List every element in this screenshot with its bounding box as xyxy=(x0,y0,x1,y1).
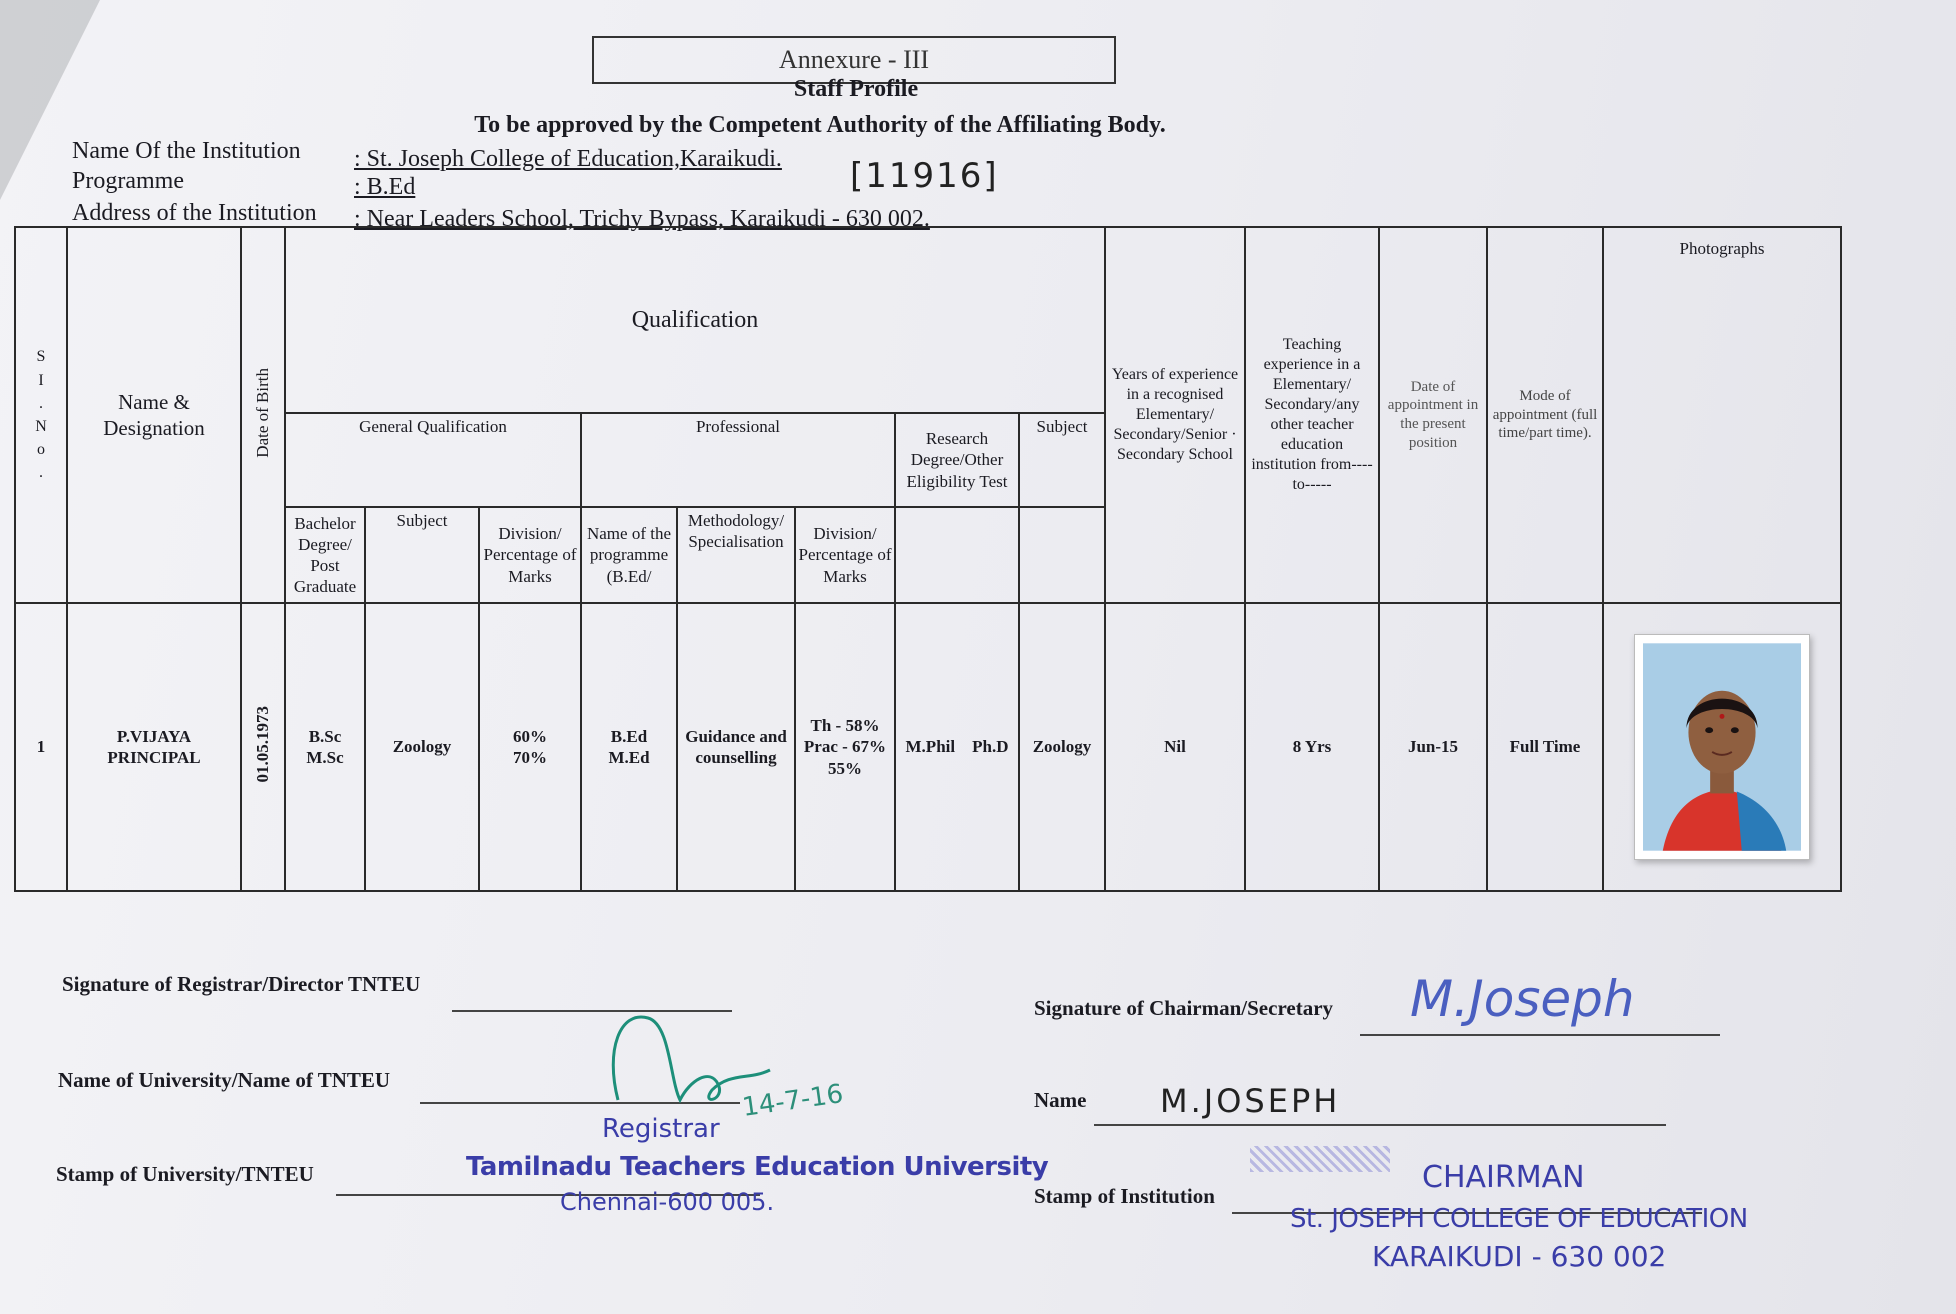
institution-stamp-city: KARAIKUDI - 630 002 xyxy=(1372,1240,1667,1273)
row-methodology: Guidance and counselling xyxy=(677,603,795,891)
registrar-stamp-university: Tamilnadu Teachers Education University xyxy=(466,1152,1049,1182)
row-degree-1: B.Sc xyxy=(308,726,342,746)
professional-header: Professional xyxy=(581,413,895,507)
name-designation-header: Name & Designation xyxy=(67,227,241,603)
university-name-label: Name of University/Name of TNTEU xyxy=(58,1068,391,1092)
row-prof-marks-1: Th - 58% xyxy=(810,716,880,736)
row-research-2: Ph.D xyxy=(972,737,1009,757)
row-subject: Zoology xyxy=(365,603,479,891)
row-programme xyxy=(581,603,677,891)
prog-name-header: Name of the programme (B.Ed/ xyxy=(581,507,677,603)
row-percent xyxy=(479,603,581,891)
institution-name-value xyxy=(354,146,782,173)
chairman-signature-label: Signature of Chairman/Secretary xyxy=(1034,996,1334,1020)
years-experience-header: Years of experience in a recognised Elementary/ Secondary/Senior · Secondary School xyxy=(1105,227,1245,603)
row-mode: Full Time xyxy=(1487,603,1603,891)
row-degree xyxy=(285,603,365,891)
registrar-stamp-city: Chennai-600 005. xyxy=(560,1188,775,1216)
row-designation: PRINCIPAL xyxy=(107,748,201,767)
stamp-institution-label: Stamp of Institution xyxy=(1034,1184,1215,1208)
name-handwritten-value: M.JOSEPH xyxy=(1160,1082,1341,1120)
institution-name-text: : St. Joseph College of Education,Karaikudi. xyxy=(354,146,782,172)
teaching-experience-header: Teaching experience in a Elementary/ Secondary/any other teacher education institution from----to----- xyxy=(1245,227,1379,603)
registrar-stamp-title: Registrar xyxy=(602,1114,720,1144)
row-percent-2: 70% xyxy=(513,748,547,767)
programme-label: Programme xyxy=(72,168,184,194)
sl-no-header-text: S I . N o . xyxy=(35,348,47,482)
prof-division-header: Division/ Percentage of Marks xyxy=(795,507,895,603)
row-name-designation xyxy=(67,603,241,891)
name-line xyxy=(1094,1124,1666,1126)
qualification-header: Qualification xyxy=(285,227,1105,413)
subject-header: Subject xyxy=(1019,413,1105,507)
row-programme-1: B.Ed xyxy=(610,726,648,746)
annexure-box: Annexure - III xyxy=(592,36,1116,84)
row-percent-1: 60% xyxy=(513,726,547,746)
research-empty-cell xyxy=(895,507,1019,603)
chairman-handwritten-signature: M.Joseph xyxy=(1410,970,1635,1028)
row-dob xyxy=(241,603,285,891)
address-label: Address of the Institution xyxy=(72,200,317,226)
mode-appointment-header: Mode of appointment (full time/part time). xyxy=(1487,227,1603,603)
row-prof-marks-3: 55% xyxy=(828,758,862,778)
stamp-university-label: Stamp of University/TNTEU xyxy=(56,1162,314,1186)
row-sl: 1 xyxy=(15,603,67,891)
row-years-exp: Nil xyxy=(1105,603,1245,891)
methodology-header: Methodology/ Specialisation xyxy=(677,507,795,603)
general-qualification-header: General Qualification xyxy=(285,413,581,507)
date-appointment-header: Date of appointment in the present position xyxy=(1379,227,1487,603)
row-research xyxy=(895,603,1019,891)
address-text: : Near Leaders School, Trichy Bypass, Karaikudi - 630 002. xyxy=(354,206,930,232)
row-prof-marks-2: Prac - 67% xyxy=(803,737,887,757)
chairman-signature-line xyxy=(1360,1034,1720,1036)
header-row-1 xyxy=(15,227,1841,413)
institution-stamp-title: CHAIRMAN xyxy=(1422,1160,1585,1195)
row-name: P.VIJAYA xyxy=(116,726,192,746)
institution-name-label: Name Of the Institution xyxy=(72,138,301,164)
programme-value xyxy=(354,174,415,201)
gen-subject-header: Subject xyxy=(365,507,479,603)
subject-empty-cell xyxy=(1019,507,1105,603)
institution-stamp-name: St. JOSEPH COLLEGE OF EDUCATION xyxy=(1290,1204,1748,1234)
stamp-smudge xyxy=(1250,1146,1390,1172)
dob-header-text: Date of Birth xyxy=(253,367,273,458)
registrar-signature-label: Signature of Registrar/Director TNTEU xyxy=(62,972,421,996)
gen-division-header: Division/ Percentage of Marks xyxy=(479,507,581,603)
row-photo-cell xyxy=(1603,603,1841,891)
name-label: Name xyxy=(1034,1088,1087,1112)
row-date-appointment: Jun-15 xyxy=(1379,603,1487,891)
dob-header xyxy=(241,227,285,603)
sl-no-header xyxy=(15,227,67,603)
programme-text: : B.Ed xyxy=(354,174,416,200)
staff-photograph xyxy=(1634,634,1810,860)
institution-code-handwritten: [11916] xyxy=(850,156,999,196)
research-header: Research Degree/Other Eligibility Test xyxy=(895,413,1019,507)
table-row xyxy=(15,603,1841,891)
photographs-header: Photographs xyxy=(1603,227,1841,603)
row-prof-marks xyxy=(795,603,895,891)
row-teaching-exp: 8 Yrs xyxy=(1245,603,1379,891)
handwritten-date: 14-7-16 xyxy=(740,1079,846,1123)
staff-profile-title: Staff Profile xyxy=(793,76,919,102)
portrait-image xyxy=(1643,643,1801,851)
approval-subtitle: To be approved by the Competent Authority of the Affiliating Body. xyxy=(474,112,1166,138)
row-degree-2: M.Sc xyxy=(306,748,344,767)
row-research-subject: Zoology xyxy=(1019,603,1105,891)
row-dob-text: 01.05.1973 xyxy=(253,706,273,783)
bachelor-header: Bachelor Degree/ Post Graduate xyxy=(285,507,365,603)
row-research-1: M.Phil xyxy=(905,737,956,757)
row-programme-2: M.Ed xyxy=(608,748,650,767)
staff-profile-table xyxy=(14,226,1842,892)
